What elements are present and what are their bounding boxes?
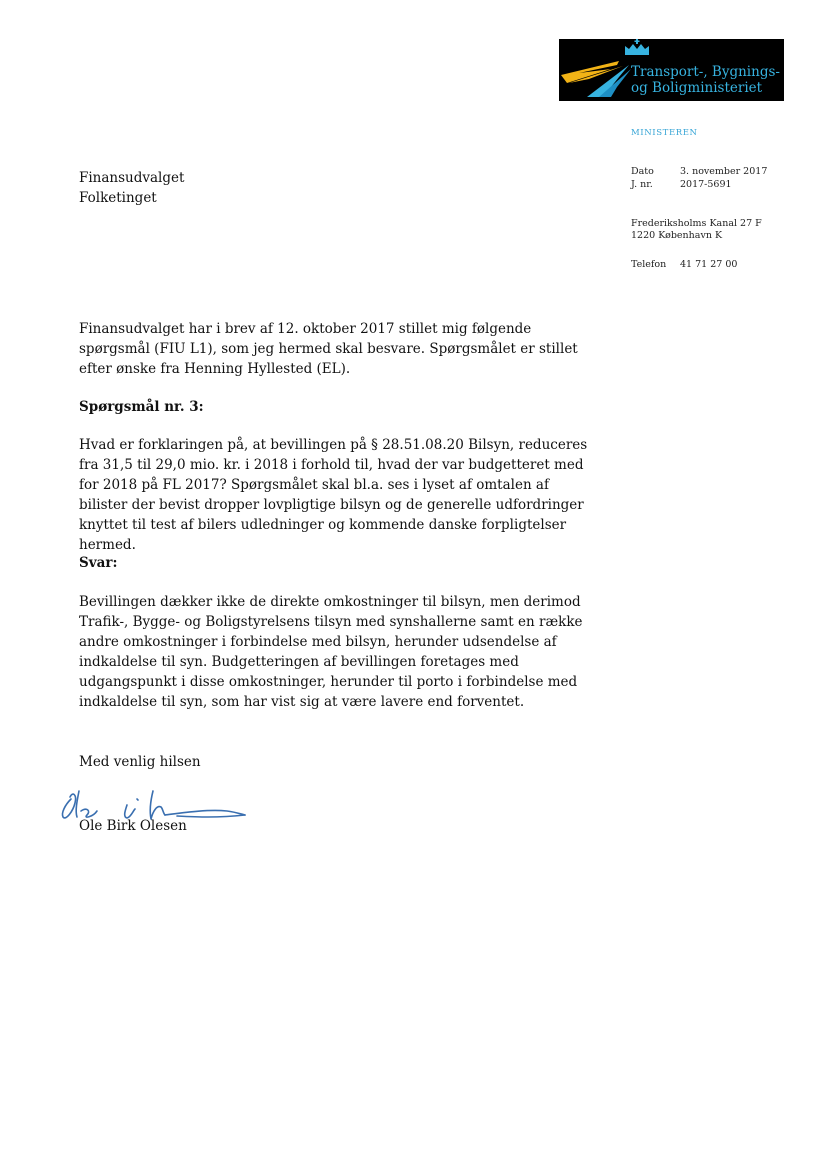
date-value: 3. november 2017	[680, 166, 768, 177]
recipient-address	[79, 168, 184, 208]
sender-title: MINISTEREN	[631, 128, 698, 138]
address-line-1: Frederiksholms Kanal 27 F	[631, 218, 762, 229]
logo-line-2: og Boligministeriet	[631, 80, 763, 96]
address	[631, 218, 762, 242]
phone-label: Telefon	[631, 259, 667, 270]
question-heading: Spørgsmål nr. 3:	[79, 399, 204, 415]
phone-value: 41 71 27 00	[680, 259, 738, 270]
signer-name: Ole Birk Olesen	[79, 818, 187, 834]
phone-row	[631, 259, 737, 271]
date-label: Dato	[631, 166, 654, 177]
answer-heading: Svar:	[79, 555, 118, 571]
jnr-label: J. nr.	[631, 179, 653, 190]
ministry-logo	[559, 39, 784, 101]
logo-text	[631, 64, 780, 96]
question-paragraph: Hvad er forklaringen på, at bevillingen på § 28.51.08.20 Bilsyn, reduceres fra 31,5 til 29,0 mio. kr. i 2018 i forhold til, hvad der var budgetteret med for 2018 på FL 2017? Spørgsmålet skal bl.a. ses i lyset af omtalen af bilister der bevist dropper lovpligtige bilsyn og de generelle udfordringer knyttet til test af bilers udledninger og kommende danske forpligtelser hermed.	[79, 437, 588, 553]
answer-paragraph: Bevillingen dækker ikke de direkte omkostninger til bilsyn, men derimod Trafik-, Bygge- og Boligstyrelsens tilsyn med synshallerne samt en række andre omkostninger i forbindelse med bilsyn, herunder udsendelse af indkaldelse til syn. Budgetteringen af bevillingen foretages med udgangspunkt i disse omkostninger, herunder til porto i forbindelse med indkaldelse til syn, som har vist sig at være lavere end forventet.	[79, 594, 583, 710]
intro-paragraph: Finansudvalget har i brev af 12. oktober 2017 stillet mig følgende spørgsmål (FIU L1), som jeg hermed skal besvare. Spørgsmålet er stillet efter ønske fra Henning Hyllested (EL).	[79, 321, 578, 377]
recipient-line-2: Folketinget	[79, 190, 157, 206]
closing: Med venlig hilsen	[79, 754, 201, 770]
address-line-2: 1220 København K	[631, 230, 723, 241]
logo-line-1: Transport-, Bygnings-	[631, 64, 780, 80]
date-row	[631, 166, 767, 178]
jnr-row	[631, 179, 732, 191]
jnr-value: 2017-5691	[680, 179, 732, 190]
recipient-line-1: Finansudvalget	[79, 170, 185, 186]
